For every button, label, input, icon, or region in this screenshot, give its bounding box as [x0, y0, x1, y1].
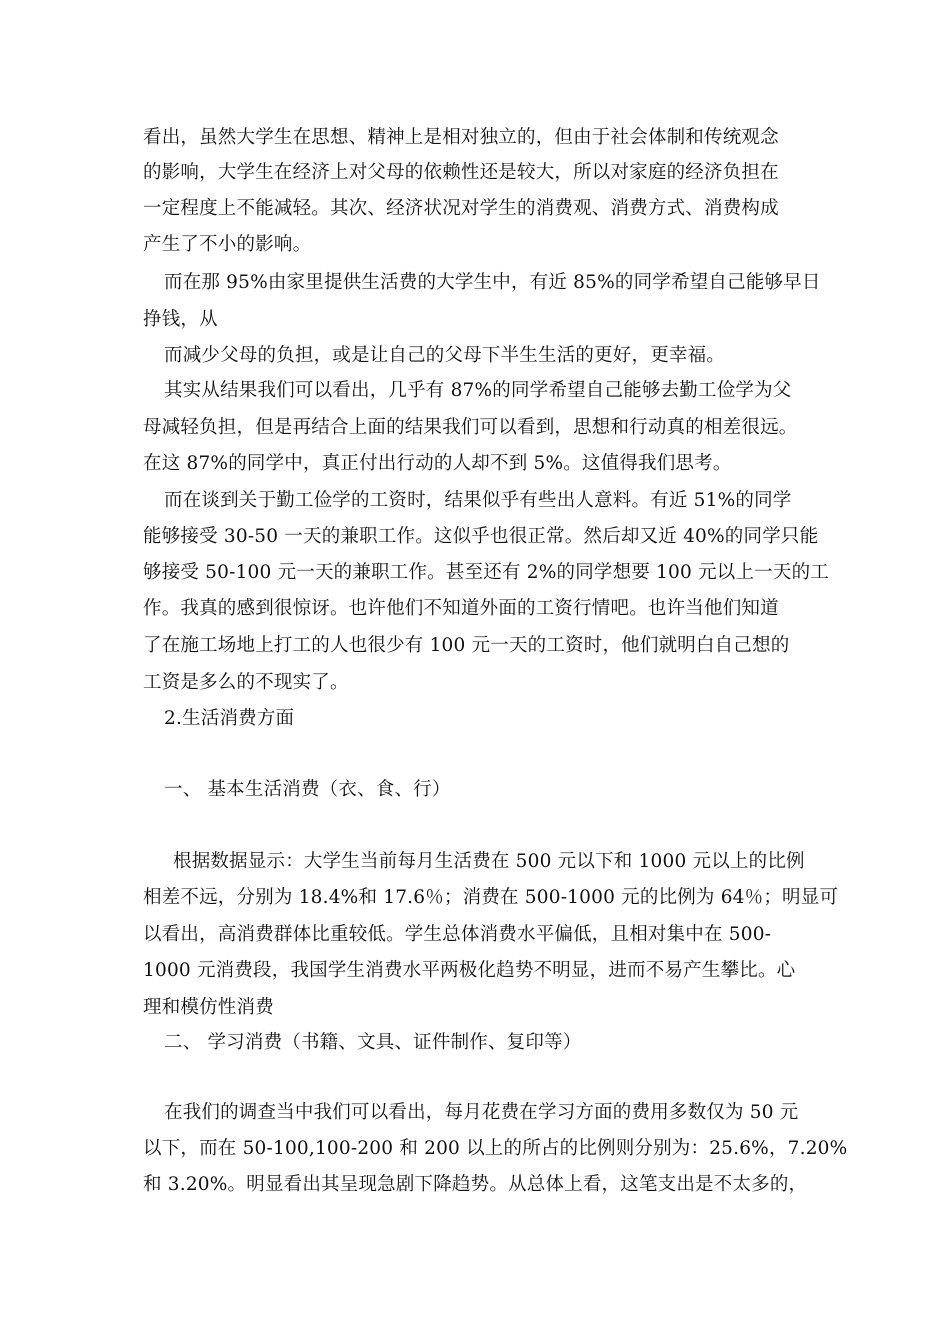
paragraph-line: 其实从结果我们可以看出，几乎有 87%的同学希望自己能够去勤工俭学为父 — [164, 380, 792, 401]
paragraph-line: 的影响，大学生在经济上对父母的依赖性还是较大，所以对家庭的经济负担在 — [143, 162, 779, 183]
paragraph-line: 以看出，高消费群体比重较低。学生总体消费水平偏低，且相对集中在 500- — [143, 924, 772, 945]
paragraph-line: 一定程度上不能减轻。其次、经济状况对学生的消费观、消费方式、消费构成 — [143, 198, 779, 219]
paragraph-line: 够接受 50-100 元一天的兼职工作。甚至还有 2%的同学想要 100 元以上一天的工 — [143, 562, 829, 583]
paragraph-line: 和 3.20%。明显看出其呈现急剧下降趋势。从总体上看，这笔支出是不太多的， — [143, 1174, 808, 1195]
paragraph-line: 而在谈到关于勤工俭学的工资时，结果似乎有些出人意料。有近 51%的同学 — [164, 490, 792, 511]
section-heading: 2.生活消费方面 — [164, 708, 295, 729]
paragraph-line: 了在施工场地上打工的人也很少有 100 元一天的工资时，他们就明白自己想的 — [143, 635, 790, 656]
paragraph-line: 根据数据显示：大学生当前每月生活费在 500 元以下和 1000 元以上的比例 — [173, 851, 805, 872]
section-heading: 一、 基本生活消费（衣、食、行） — [164, 779, 451, 800]
paragraph-line: 挣钱，从 — [143, 309, 218, 330]
paragraph-line: 产生了不小的影响。 — [143, 234, 312, 255]
paragraph-line: 而在那 95%由家里提供生活费的大学生中，有近 85%的同学希望自己能够早日 — [164, 272, 821, 293]
paragraph-line: 在我们的调查当中我们可以看出，每月花费在学习方面的费用多数仅为 50 元 — [164, 1102, 799, 1123]
paragraph-line: 在这 87%的同学中，真正付出行动的人却不到 5%。这值得我们思考。 — [143, 453, 732, 474]
paragraph-line: 工资是多么的不现实了。 — [143, 672, 349, 693]
paragraph-line: 以下，而在 50-100,100-200 和 200 以上的所占的比例则分别为：25.6%，7.20% — [143, 1138, 848, 1159]
paragraph-line: 而减少父母的负担，或是让自己的父母下半生生活的更好，更幸福。 — [164, 345, 726, 366]
section-heading: 二、 学习消费（书籍、文具、证件制作、复印等） — [164, 1032, 582, 1053]
paragraph-line: 看出，虽然大学生在思想、精神上是相对独立的，但由于社会体制和传统观念 — [143, 127, 779, 148]
paragraph-line: 作。我真的感到很惊讶。也许他们不知道外面的工资行情吧。也许当他们知道 — [143, 598, 779, 619]
paragraph-line: 母减轻负担，但是再结合上面的结果我们可以看到，思想和行动真的相差很远。 — [143, 417, 798, 438]
paragraph-line: 1000 元消费段，我国学生消费水平两极化趋势不明显，进而不易产生攀比。心 — [143, 960, 796, 981]
paragraph-line: 理和模仿性消费 — [143, 997, 274, 1018]
paragraph-line: 相差不远，分别为 18.4%和 17.6％；消费在 500-1000 元的比例为 64％；明显可 — [143, 887, 839, 908]
paragraph-line: 能够接受 30-50 一天的兼职工作。这似乎也很正常。然后却又近 40%的同学只能 — [143, 526, 819, 547]
